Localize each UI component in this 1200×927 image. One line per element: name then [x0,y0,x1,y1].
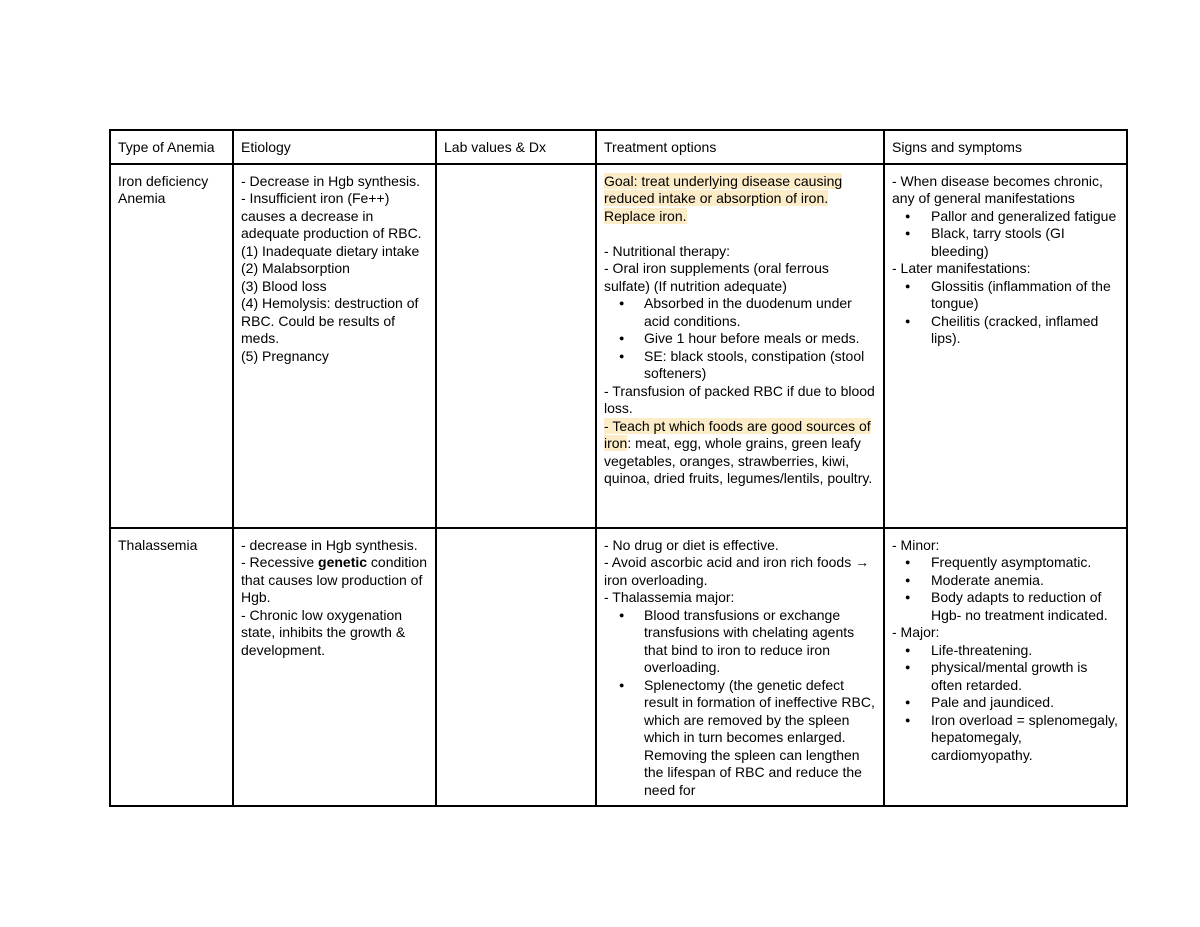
etiology-line: - decrease in Hgb synthesis. [241,536,418,553]
table-row-iron-deficiency [110,164,1127,528]
etiology-line: (5) Pregnancy [241,347,329,364]
recessive-rest: condition that causes low production of Hgb. [241,554,427,605]
treatment-goal-highlight: Goal: treat underlying disease causing reduced intake or absorption of iron. Replace iron. [604,172,843,224]
treatment-line: - No drug or diet is effective. [604,536,779,553]
list-item: ● Frequently asymptomatic. [892,554,1120,572]
major-signs-list [892,642,1120,765]
teach-highlight: Teach pt which foods are good sources of iron [604,417,871,451]
table-header-row [110,130,1127,164]
list-item: ● SE: black stools, constipation (stool softeners) [604,348,877,383]
signs-line: - Later manifestations: [892,260,1031,276]
list-item: ● Give 1 hour before meals or meds. [604,330,877,348]
cell-lab-values [436,164,596,528]
etiology-line: (4) Hemolysis: destruction of RBC. Could be results of meds. [241,295,419,346]
general-manifestations-list [892,208,1120,261]
treatment-line: - Thalassemia major: [604,589,735,605]
teach-line [604,418,877,488]
etiology-line [241,554,429,607]
etiology-line: (2) Malabsorption [241,260,350,276]
list-item: ● Pale and jaundiced. [892,694,1120,712]
teach-prefix: - [604,417,613,434]
list-item: ● Pallor and generalized fatigue [892,208,1120,226]
header-lab-values: Lab values & Dx [436,130,596,164]
signs-line: - Major: [892,624,940,640]
cell-anemia-type: Iron deficiency Anemia [110,164,233,528]
oral-supplement-list [604,295,877,383]
etiology-line: - Decrease in Hgb synthesis. [241,172,420,189]
table-row-thalassemia [110,528,1127,807]
thalassemia-major-treatment-list [604,607,877,800]
list-item: ● Body adapts to reduction of Hgb- no treatment indicated. [892,589,1120,624]
list-item: ● Cheilitis (cracked, inflamed lips). [892,313,1120,348]
etiology-line: (1) Inadequate dietary intake [241,242,420,259]
list-item: ● Iron overload = splenomegaly, hepatomegaly, cardiomyopathy. [892,712,1120,765]
etiology-line: - Insufficient iron (Fe++) causes a decrease in adequate production of RBC. [241,190,422,241]
list-item: ● Blood transfusions or exchange transfusions with chelating agents that bind to iron to reduce iron overloading. [604,607,877,677]
list-item: ● Splenectomy (the genetic defect result in formation of ineffective RBC, which are removed by the spleen which in turn becomes enlarged. Removing the spleen can lengthen the lifespan of RBC and reduce the need for [604,677,877,800]
etiology-line: - Chronic low oxygenation state, inhibits the growth & development. [241,606,406,658]
list-item: ● Glossitis (inflammation of the tongue) [892,278,1120,313]
list-item: ● Absorbed in the duodenum under acid conditions. [604,295,877,330]
list-item: ● Moderate anemia. [892,572,1120,590]
header-treatment-options: Treatment options [596,130,884,164]
treatment-line: - Avoid ascorbic acid and iron rich foods → iron overloading. [604,554,870,588]
recessive-prefix: - Recessive [241,554,319,570]
cell-treatment [596,528,884,807]
teach-rest: : meat, egg, whole grains, green leafy vegetables, oranges, strawberries, kiwi, quinoa, dried fruits, legumes/lentils, poultry. [604,435,873,486]
list-item: ● Black, tarry stools (GI bleeding) [892,225,1120,260]
treatment-line: - Nutritional therapy: [604,242,731,259]
etiology-line: (3) Blood loss [241,277,327,294]
treatment-line: - Transfusion of packed RBC if due to blood loss. [604,382,875,416]
header-etiology: Etiology [233,130,436,164]
anemia-table [109,129,1128,807]
minor-signs-list [892,554,1120,624]
list-item: ● Life-threatening. [892,642,1120,660]
cell-etiology [233,528,436,807]
cell-signs [884,164,1127,528]
cell-treatment [596,164,884,528]
signs-line: - Minor: [892,536,940,553]
cell-lab-values [436,528,596,807]
header-signs-symptoms: Signs and symptoms [884,130,1127,164]
treatment-line: - Oral iron supplements (oral ferrous sulfate) (If nutrition adequate) [604,260,829,294]
cell-anemia-type: Thalassemia [110,528,233,807]
cell-signs [884,528,1127,807]
signs-line: - When disease becomes chronic, any of general manifestations [892,172,1103,206]
genetic-bold: genetic [318,554,368,570]
list-item: ● physical/mental growth is often retarded. [892,659,1120,694]
cell-etiology [233,164,436,528]
header-type-of-anemia: Type of Anemia [110,130,233,164]
later-manifestations-list [892,278,1120,348]
